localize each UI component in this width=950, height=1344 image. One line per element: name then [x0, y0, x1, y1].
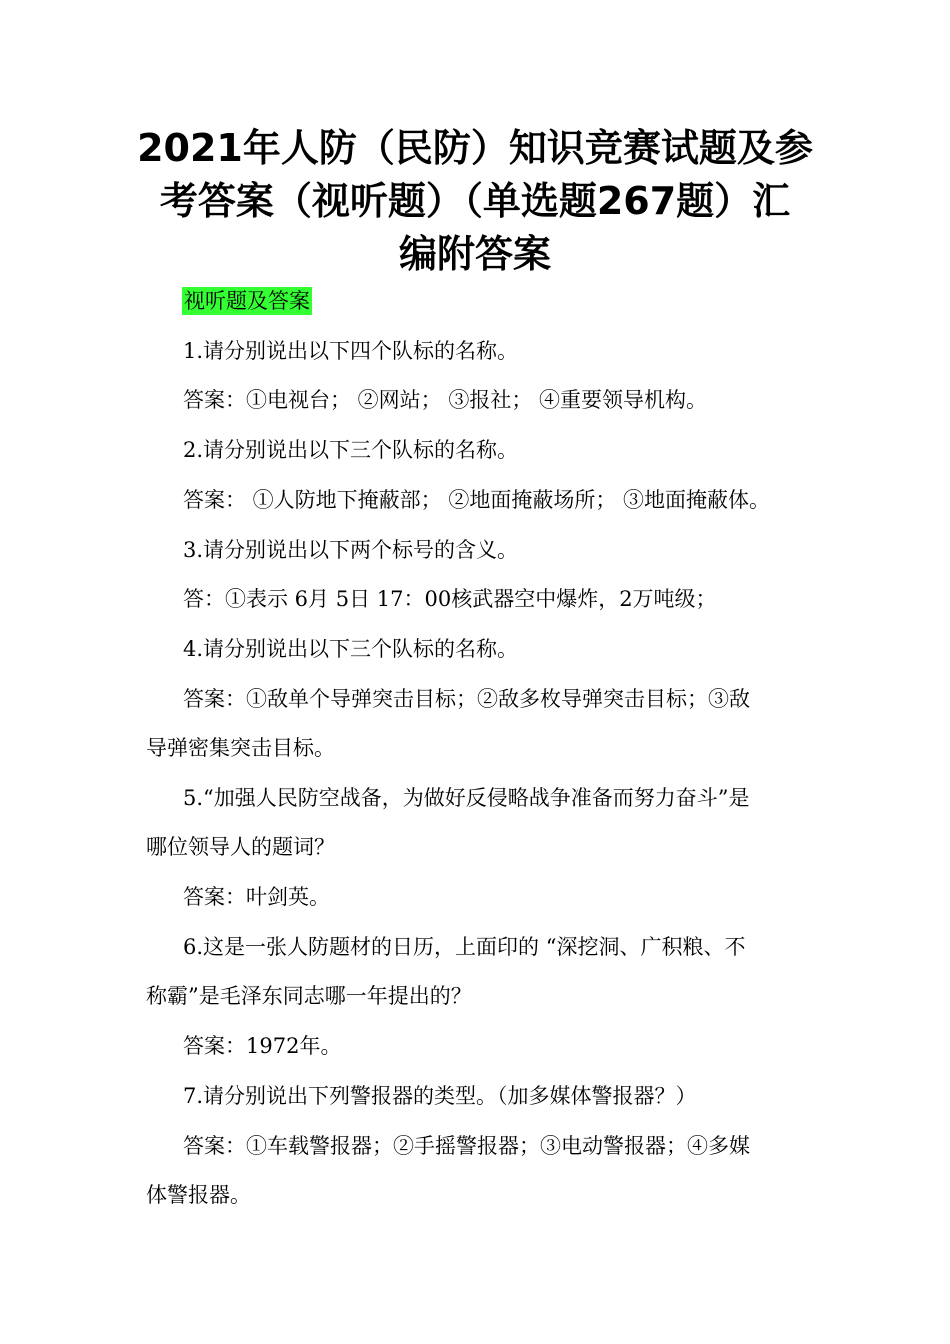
- answer-1: 答案：①电视台； ②网站； ③报社； ④重要领导机构。: [183, 388, 708, 412]
- answer-7: 答案：①车载警报器；②手摇警报器；③电动警报器；④多媒: [183, 1134, 750, 1158]
- answer-5: 答案：叶剑英。: [183, 885, 330, 909]
- question-3: 3.请分别说出以下两个标号的含义。: [183, 538, 519, 562]
- answer-3: 答：①表示 6月 5日 17：00核武器空中爆炸，2万吨级；: [183, 587, 717, 611]
- document-title: [120, 122, 830, 281]
- question-6: 6.这是一张人防题材的日历，上面印的 “深挖洞、广积粮、不: [183, 935, 746, 959]
- answer-6: 答案：1972年。: [183, 1034, 342, 1058]
- question-6-continued: 称霸”是毛泽东同志哪一年提出的？: [146, 984, 472, 1008]
- question-7: 7.请分别说出下列警报器的类型。（加多媒体警报器？）: [183, 1084, 697, 1108]
- question-2: 2.请分别说出以下三个队标的名称。: [183, 438, 519, 462]
- answer-4: 答案：①敌单个导弹突击目标；②敌多枚导弹突击目标；③敌: [183, 687, 750, 711]
- title-line: 考答案（视听题）（单选题267题）汇: [159, 179, 791, 223]
- title-line: 编附答案: [398, 232, 551, 276]
- section-heading-highlighted: 视听题及答案: [184, 289, 310, 313]
- question-1: 1.请分别说出以下四个队标的名称。: [183, 339, 519, 363]
- answer-4-continued: 导弹密集突击目标。: [146, 736, 335, 760]
- question-5: 5.“加强人民防空战备，为做好反侵略战争准备而努力奋斗”是: [183, 786, 750, 810]
- question-4: 4.请分别说出以下三个队标的名称。: [183, 637, 519, 661]
- title-line: 2021年人防（民防）知识竞赛试题及参: [137, 126, 813, 170]
- answer-2: 答案： ①人防地下掩蔽部； ②地面掩蔽场所； ③地面掩蔽体。: [183, 488, 771, 512]
- answer-7-continued: 体警报器。: [146, 1183, 251, 1207]
- question-5-continued: 哪位领导人的题词？: [146, 835, 335, 859]
